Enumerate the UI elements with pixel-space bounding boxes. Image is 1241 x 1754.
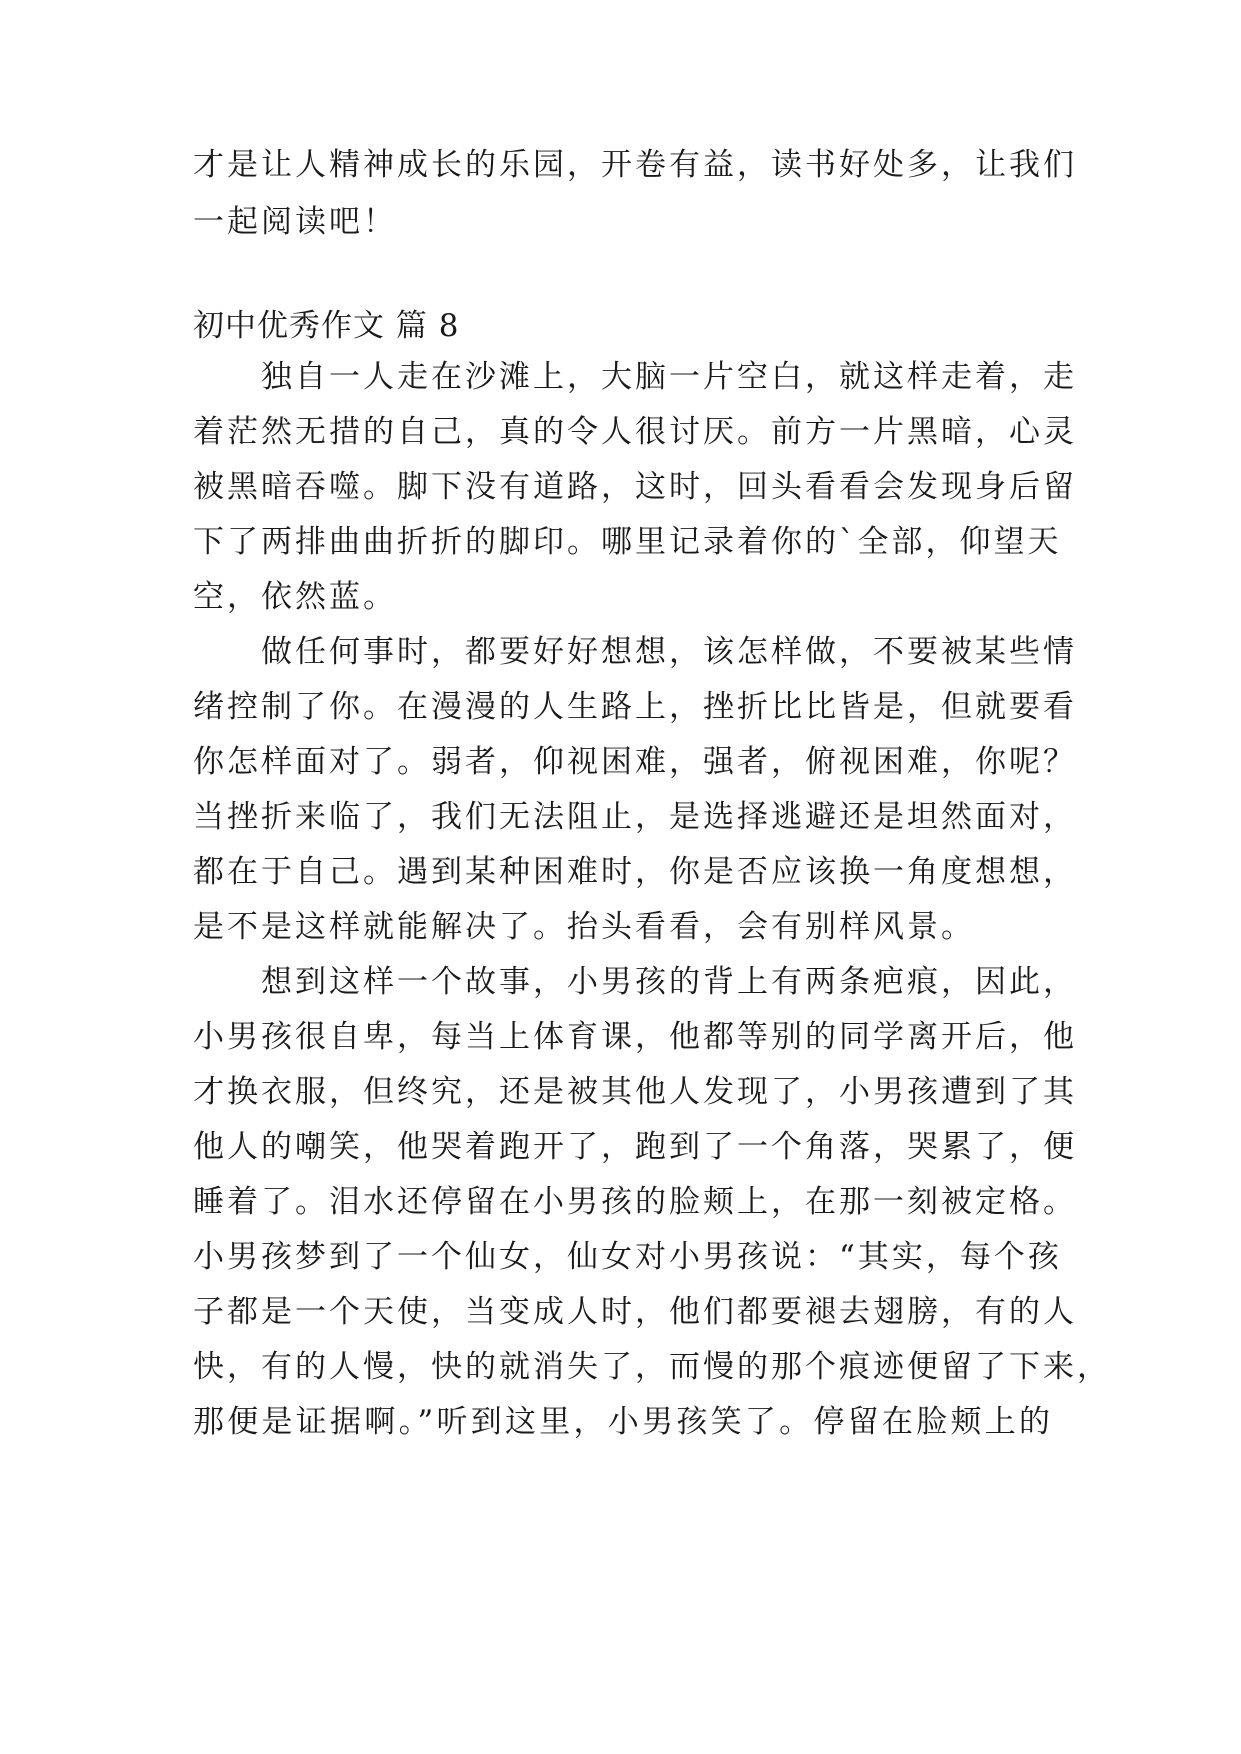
text-line: 他人的嘲笑，他哭着跑开了，跑到了一个角落，哭累了，便 [193, 1129, 1077, 1165]
text-line: 着茫然无措的自己，真的令人很讨厌。前方一片黑暗，心灵 [193, 414, 1077, 450]
text-line: 独自一人走在沙滩上，大脑一片空白，就这样走着，走 [193, 359, 1077, 395]
text-line: 下了两排曲曲折折的脚印。哪里记录着你的`全部，仰望天 [193, 524, 1062, 560]
text-line: 是不是这样就能解决了。抬头看看，会有别样风景。 [193, 909, 975, 945]
text-line: 做任何事时，都要好好想想，该怎样做，不要被某些情 [193, 634, 1077, 670]
text-line: 小男孩梦到了一个仙女，仙女对小男孩说：“其实，每个孩 [193, 1239, 1062, 1275]
text-line: 想到这样一个故事，小男孩的背上有两条疤痕，因此， [193, 964, 1077, 1000]
text-line: 被黑暗吞噬。脚下没有道路，这时，回头看看会发现身后留 [193, 469, 1077, 505]
text-line: 快，有的人慢，快的就消失了，而慢的那个痕迹便留了下来， [193, 1349, 1111, 1385]
text-line: 一起阅读吧！ [193, 204, 397, 240]
text-line: 那便是证据啊。”听到这里，小男孩笑了。停留在脸颊上的 [193, 1404, 1053, 1440]
text-line: 空，依然蓝。 [193, 579, 397, 615]
text-line: 你怎样面对了。弱者，仰视困难，强者，俯视困难，你呢？ [193, 744, 1077, 780]
text-line: 才是让人精神成长的乐园，开卷有益，读书好处多，让我们 [193, 147, 1077, 183]
section-title: 初中优秀作文 篇 8 [193, 308, 460, 344]
text-line: 绪控制了你。在漫漫的人生路上，挫折比比皆是，但就要看 [193, 689, 1077, 725]
text-line: 才换衣服，但终究，还是被其他人发现了，小男孩遭到了其 [193, 1074, 1077, 1110]
text-line: 小男孩很自卑，每当上体育课，他都等别的同学离开后，他 [193, 1019, 1077, 1055]
text-line: 当挫折来临了，我们无法阻止，是选择逃避还是坦然面对， [193, 799, 1077, 835]
text-line: 都在于自己。遇到某种困难时，你是否应该换一角度想想， [193, 854, 1077, 890]
text-line: 子都是一个天使，当变成人时，他们都要褪去翅膀，有的人 [193, 1294, 1077, 1330]
text-line: 睡着了。泪水还停留在小男孩的脸颊上，在那一刻被定格。 [193, 1184, 1077, 1220]
